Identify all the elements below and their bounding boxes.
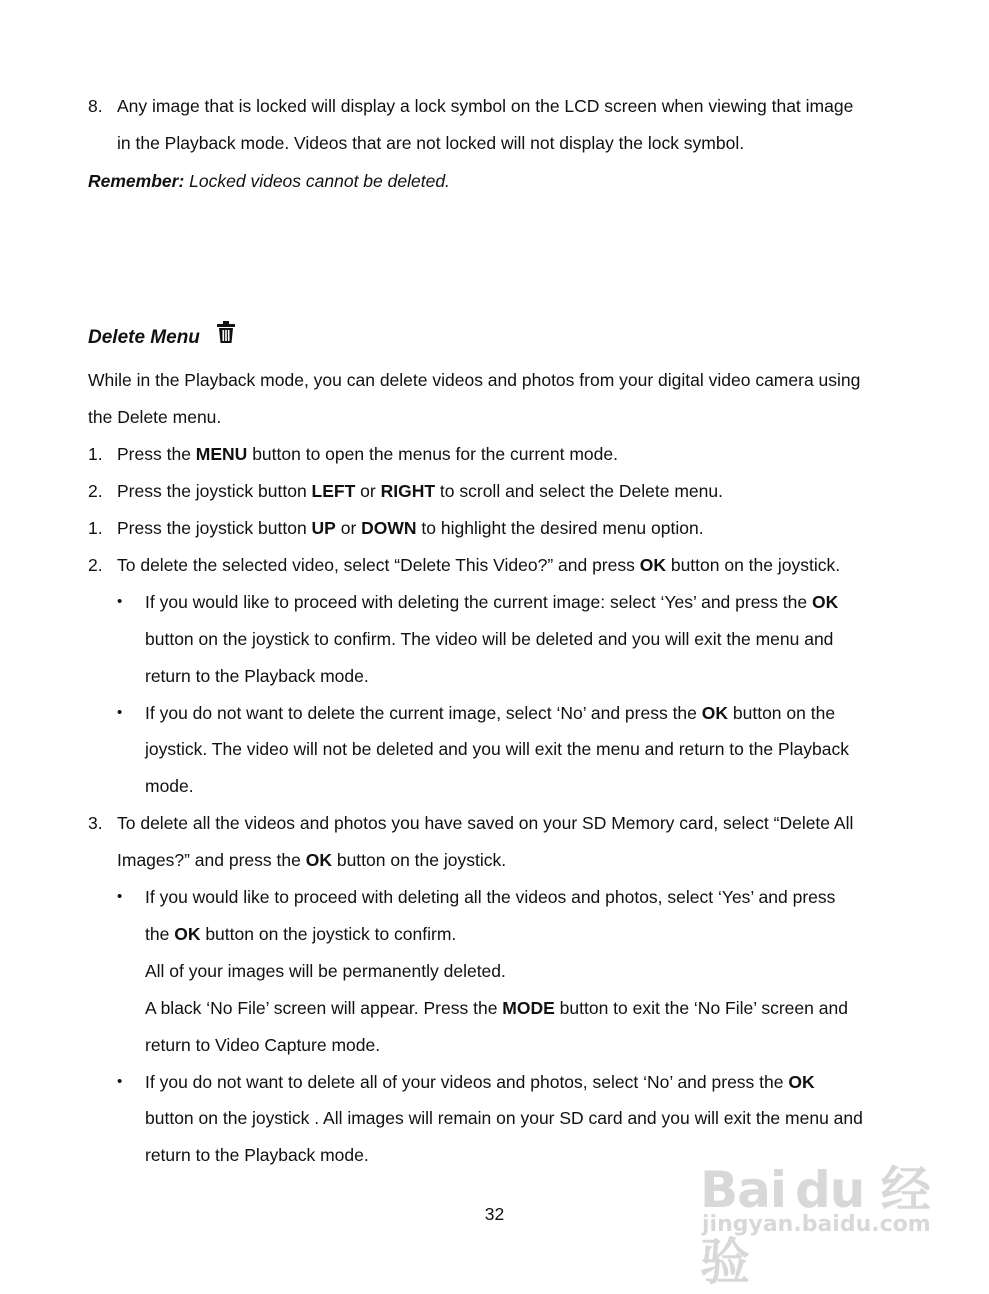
bullet-line: the OK button on the joystick to confirm.	[145, 924, 457, 944]
step-line: Press the MENU button to open the menus for the current mode.	[117, 444, 618, 464]
bullet-line: return to the Playback mode.	[145, 1145, 369, 1165]
bullet-line: return to Video Capture mode.	[145, 1035, 381, 1055]
bullet-marker: •	[117, 1073, 123, 1090]
bullet-line: mode.	[145, 776, 194, 796]
watermark-logo: Bai du 经验	[700, 1161, 930, 1291]
step-line: Press the joystick button UP or DOWN to highlight the desired menu option.	[117, 518, 704, 538]
bullet-line: joystick. The video will not be deleted and you will exit the menu and return to the Playback	[145, 739, 849, 759]
list-number: 2.	[88, 481, 103, 501]
paragraph-line: Any image that is locked will display a lock symbol on the LCD screen when viewing that image	[117, 96, 854, 116]
step-line: To delete the selected video, select “Delete This Video?” and press OK button on the joystick.	[117, 555, 841, 575]
bullet-line: return to the Playback mode.	[145, 666, 369, 686]
list-number: 2.	[88, 555, 103, 575]
step-line: To delete all the videos and photos you have saved on your SD Memory card, select “Delete All	[117, 813, 854, 833]
remember-note	[88, 170, 450, 192]
bullet-line: If you would like to proceed with deleting the current image: select ‘Yes’ and press the OK	[145, 592, 839, 612]
bullet-marker: •	[117, 593, 123, 610]
step-line: Images?” and press the OK button on the joystick.	[117, 850, 507, 870]
bullet-marker: •	[117, 888, 123, 905]
bullet-line: All of your images will be permanently deleted.	[145, 961, 506, 981]
bullet-line: button on the joystick . All images will remain on your SD card and you will exit the menu and	[145, 1108, 863, 1128]
intro-line: the Delete menu.	[88, 407, 222, 427]
remember-text: Locked videos cannot be deleted.	[184, 171, 450, 191]
list-number: 1.	[88, 518, 103, 538]
bullet-line: If you do not want to delete the current image, select ‘No’ and press the OK button on the	[145, 703, 836, 723]
section-heading: Delete Menu	[88, 327, 200, 348]
list-number: 3.	[88, 813, 103, 833]
trash-icon	[217, 321, 235, 348]
intro-line: While in the Playback mode, you can delete videos and photos from your digital video camera using	[88, 370, 861, 390]
remember-label: Remember:	[88, 171, 185, 191]
list-number: 1.	[88, 444, 103, 464]
bullet-line: If you would like to proceed with deleting all the videos and photos, select ‘Yes’ and press	[145, 887, 836, 907]
watermark-url: jingyan.baidu.com	[702, 1212, 931, 1237]
bullet-line: button on the joystick to confirm. The video will be deleted and you will exit the menu and	[145, 629, 834, 649]
list-number: 8.	[88, 96, 103, 116]
watermark	[700, 1150, 940, 1291]
page-number: 32	[484, 1204, 505, 1224]
bullet-line: If you do not want to delete all of your videos and photos, select ‘No’ and press the OK	[145, 1072, 815, 1092]
paragraph-line: in the Playback mode. Videos that are not locked will not display the lock symbol.	[117, 133, 745, 153]
bullet-marker: •	[117, 704, 123, 721]
step-line: Press the joystick button LEFT or RIGHT to scroll and select the Delete menu.	[117, 481, 723, 501]
bullet-line: A black ‘No File’ screen will appear. Press the MODE button to exit the ‘No File’ screen and	[145, 998, 848, 1018]
